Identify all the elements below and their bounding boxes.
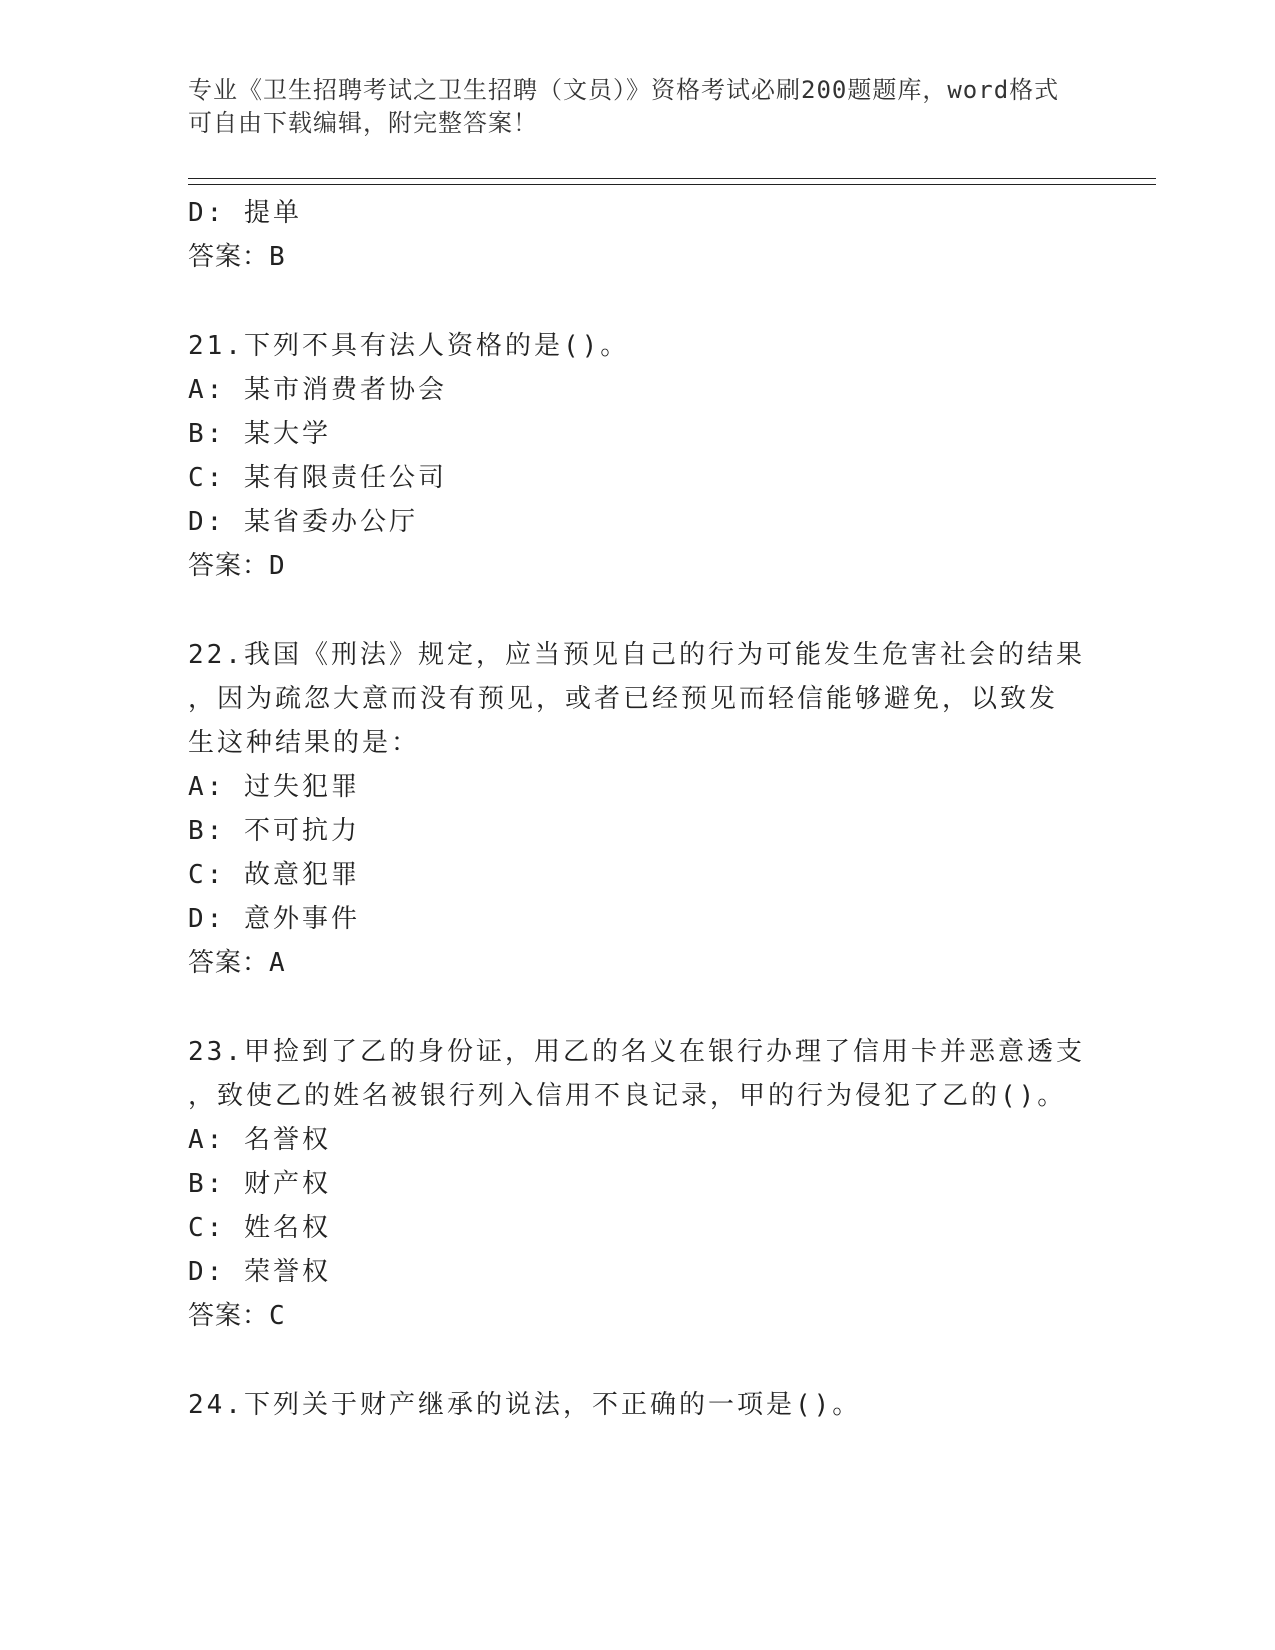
option-c: C: 故意犯罪 [188, 860, 360, 890]
option-a: A: 过失犯罪 [188, 772, 360, 802]
document-header [188, 74, 1068, 140]
question-stem: 23.甲捡到了乙的身份证，用乙的名义在银行办理了信用卡并恶意透支 [188, 1037, 1085, 1067]
answer: 答案：B [188, 242, 286, 272]
option-d: D: 提单 [188, 198, 302, 228]
option-a: A: 名誉权 [188, 1125, 331, 1155]
question-stem: ，因为疏忽大意而没有预见，或者已经预见而轻信能够避免，以致发 [188, 684, 1059, 714]
answer: 答案：D [188, 551, 286, 581]
question-stem: ，致使乙的姓名被银行列入信用不良记录，甲的行为侵犯了乙的()。 [188, 1081, 1067, 1111]
option-d: D: 意外事件 [188, 904, 360, 934]
answer: 答案：A [188, 948, 286, 978]
option-b: B: 不可抗力 [188, 816, 360, 846]
option-b: B: 某大学 [188, 419, 331, 449]
header-divider-bottom [188, 184, 1156, 185]
question-stem: 22.我国《刑法》规定，应当预见自己的行为可能发生危害社会的结果 [188, 640, 1085, 670]
header-divider-top [188, 178, 1156, 179]
option-d: D: 某省委办公厅 [188, 507, 418, 537]
option-c: C: 姓名权 [188, 1213, 331, 1243]
header-line-2: 可自由下载编辑，附完整答案！ [188, 109, 538, 137]
option-c: C: 某有限责任公司 [188, 463, 447, 493]
answer: 答案：C [188, 1301, 286, 1331]
option-a: A: 某市消费者协会 [188, 375, 447, 405]
question-stem: 21.下列不具有法人资格的是()。 [188, 331, 630, 361]
question-stem: 24.下列关于财产继承的说法，不正确的一项是()。 [188, 1390, 862, 1420]
question-stem: 生这种结果的是： [188, 728, 421, 758]
header-line-1: 专业《卫生招聘考试之卫生招聘（文员）》资格考试必刷200题题库，word格式 [188, 76, 1060, 104]
option-d: D: 荣誉权 [188, 1257, 331, 1287]
option-b: B: 财产权 [188, 1169, 331, 1199]
